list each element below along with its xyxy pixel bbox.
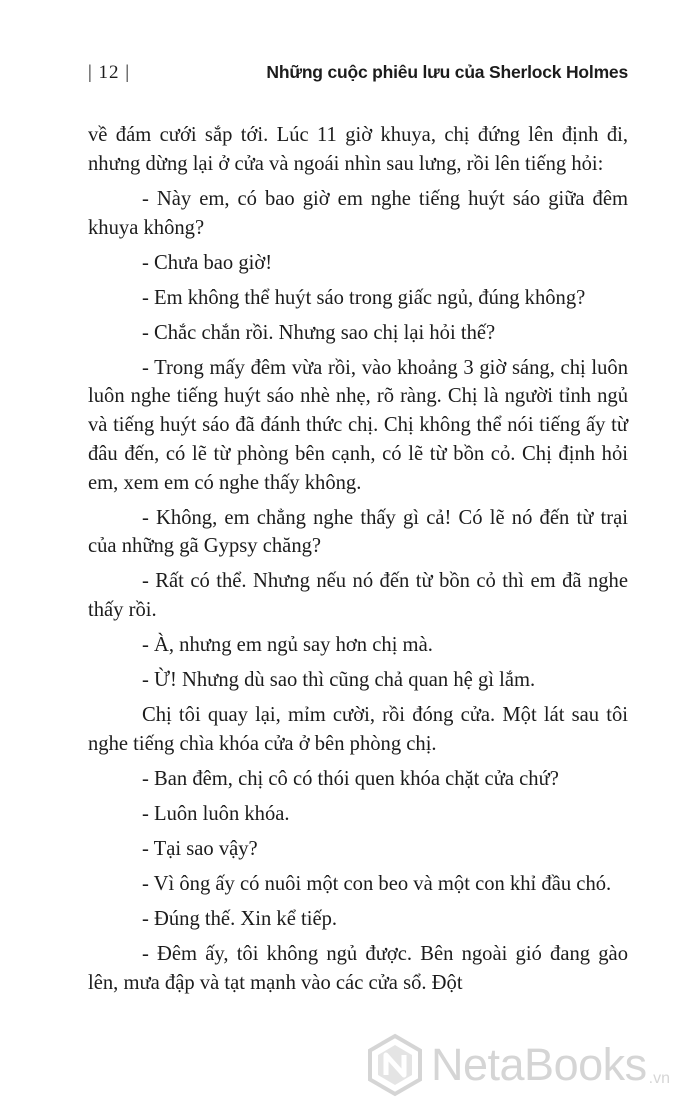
paragraph: - Này em, có bao giờ em nghe tiếng huýt sáo giữa đêm khuya không? [88,187,628,239]
paragraph: - Ban đêm, chị cô có thói quen khóa chặt cửa chứ? [142,768,559,790]
paragraph: - Không, em chẳng nghe thấy gì cả! Có lẽ nó đến từ trại của những gã Gypsy chăng? [88,506,628,558]
paragraph: - Tại sao vậy? [142,837,258,860]
paragraph: - Em không thể huýt sáo trong giấc ngủ, đúng không? [142,286,586,309]
paragraph: - Đúng thế. Xin kể tiếp. [142,907,338,930]
paragraph: về đám cưới sắp tới. Lúc 11 giờ khuya, chị đứng lên định đi, nhưng dừng lại ở cửa và ngoái nhìn sau lưng, rồi lên tiếng hỏi: [88,124,628,175]
watermark-suffix: .vn [648,1070,670,1087]
paragraph: - À, nhưng em ngủ say hơn chị mà. [142,634,433,657]
body-text [88,121,628,1004]
netabooks-logo-icon [363,1033,427,1097]
paragraph: - Luôn luôn khóa. [142,802,290,825]
paragraph: - Trong mấy đêm vừa rồi, vào khoảng 3 giờ sáng, chị luôn luôn nghe tiếng huýt sáo nhè nhẹ, rõ ràng. Chị là người tỉnh ngủ và tiếng huýt sáo đã đánh thức chị. Chị không thể nói tiếng ấy từ đâu đến, có lẽ từ phòng bên cạnh, có lẽ từ bồn cỏ. Chị định hỏi em, xem em có nghe thấy không. [88,356,628,494]
running-header [88,62,628,92]
paragraph: - Vì ông ấy có nuôi một con beo và một con khỉ đầu chó. [142,872,612,895]
paragraph: - Chưa bao giờ! [142,251,273,274]
paragraph: - Ừ! Nhưng dù sao thì cũng chả quan hệ gì lắm. [142,669,536,692]
page-number: | 12 | [88,62,131,83]
book-title: Những cuộc phiêu lưu của Sherlock Holmes [266,62,628,82]
watermark [363,1020,693,1110]
watermark-text: NetaBooks [431,1039,647,1090]
paragraph: - Rất có thể. Nhưng nếu nó đến từ bồn cỏ thì em đã nghe thấy rồi. [88,570,628,622]
paragraph: - Chắc chắn rồi. Nhưng sao chị lại hỏi thế? [142,321,496,344]
paragraph: - Đêm ấy, tôi không ngủ được. Bên ngoài gió đang gào lên, mưa đập và tạt mạnh vào các cửa sổ. Đột [88,942,628,994]
paragraph: Chị tôi quay lại, mỉm cười, rồi đóng cửa. Một lát sau tôi nghe tiếng chìa khóa cửa ở bên phòng chị. [88,704,628,756]
